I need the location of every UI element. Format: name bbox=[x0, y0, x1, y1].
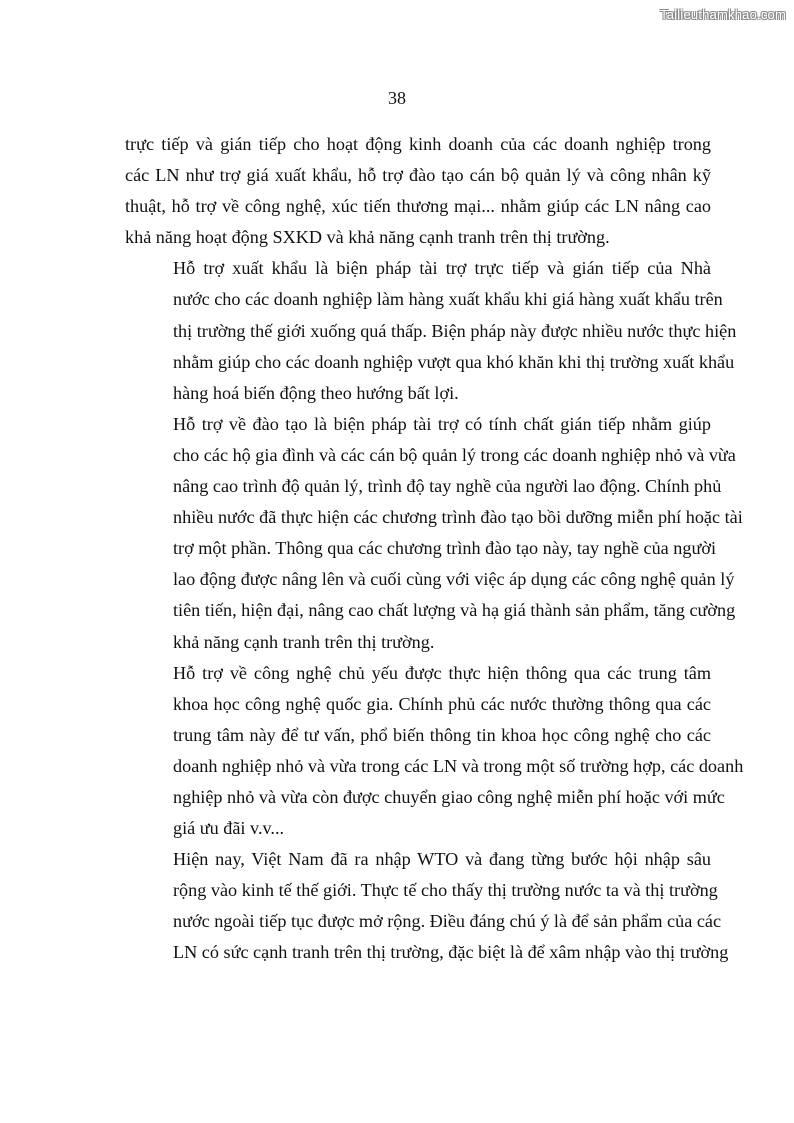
text-line: doanh nghiệp nhỏ và vừa trong các LN và trong một số trường hợp, các doanh bbox=[173, 755, 744, 776]
text-line: hàng hoá biến động theo hướng bất lợi. bbox=[173, 382, 459, 403]
paragraph-1 bbox=[125, 129, 711, 253]
text-line: Hỗ trợ về công nghệ chủ yếu được thực hiện thông qua các trung tâm bbox=[173, 662, 711, 683]
paragraph-training-support bbox=[125, 409, 743, 658]
document-body bbox=[125, 129, 744, 969]
text-line: khoa học công nghệ quốc gia. Chính phủ các nước thường thông qua các bbox=[173, 693, 711, 714]
text-line: khả năng cạnh tranh trên thị trường. bbox=[173, 631, 435, 652]
watermark: Tailieuthamkhao.com bbox=[660, 7, 786, 22]
text-line: rộng vào kinh tế thế giới. Thực tế cho thấy thị trường nước ta và thị trường bbox=[173, 880, 718, 901]
text-line: tiên tiến, hiện đại, nâng cao chất lượng và hạ giá thành sản phẩm, tăng cường bbox=[173, 600, 736, 621]
text-line: giá ưu đãi v.v... bbox=[173, 818, 285, 839]
text-line: cho các hộ gia đình và các cán bộ quản lý trong các doanh nghiệp nhỏ và vừa bbox=[173, 444, 736, 465]
page-number: 38 bbox=[388, 88, 406, 108]
text-line: Hiện nay, Việt Nam đã ra nhập WTO và đang từng bước hội nhập sâu bbox=[173, 849, 711, 870]
text-line: thị trường thế giới xuống quá thấp. Biện pháp này được nhiều nước thực hiện bbox=[173, 320, 737, 341]
text-line: trợ một phần. Thông qua các chương trình đào tạo này, tay nghề của người bbox=[173, 538, 717, 559]
paragraph-export-support bbox=[125, 253, 737, 408]
text-line: thuật, hỗ trợ về công nghệ, xúc tiến thương mại... nhằm giúp các LN nâng cao bbox=[125, 196, 711, 217]
paragraph-technology-support bbox=[125, 658, 744, 845]
text-line: nâng cao trình độ quản lý, trình độ tay nghề của người lao động. Chính phủ bbox=[173, 476, 722, 497]
text-line: trực tiếp và gián tiếp cho hoạt động kinh doanh của các doanh nghiệp trong bbox=[125, 134, 711, 154]
text-line: khả năng hoạt động SXKD và khả năng cạnh tranh trên thị trường. bbox=[125, 227, 610, 248]
text-line: nước ngoài tiếp tục được mở rộng. Điều đáng chú ý là để sản phẩm của các bbox=[173, 911, 722, 932]
paragraph-vietnam-wto bbox=[125, 844, 729, 968]
text-line: nhằm giúp cho các doanh nghiệp vượt qua khó khăn khi thị trường xuất khẩu bbox=[173, 351, 735, 372]
text-line: nhiều nước đã thực hiện các chương trình đào tạo bồi dưỡng miễn phí hoặc tài bbox=[173, 507, 743, 528]
text-line: nghiệp nhỏ và vừa còn được chuyển giao công nghệ miễn phí hoặc với mức bbox=[173, 786, 725, 807]
text-line: Hỗ trợ về đào tạo là biện pháp tài trợ có tính chất gián tiếp nhằm giúp bbox=[173, 413, 711, 434]
text-line: Hỗ trợ xuất khẩu là biện pháp tài trợ trực tiếp và gián tiếp của Nhà bbox=[173, 258, 711, 279]
text-line: các LN như trợ giá xuất khẩu, hỗ trợ đào tạo cán bộ quản lý và công nhân kỹ bbox=[125, 165, 711, 186]
text-line: trung tâm này để tư vấn, phổ biến thông tin khoa học công nghệ cho các bbox=[173, 724, 711, 745]
text-line: nước cho các doanh nghiệp làm hàng xuất khẩu khi giá hàng xuất khẩu trên bbox=[173, 289, 723, 310]
text-line: lao động được nâng lên và cuối cùng với việc áp dụng các công nghệ quản lý bbox=[173, 569, 735, 590]
text-line: LN có sức cạnh tranh trên thị trường, đặc biệt là để xâm nhập vào thị trường bbox=[173, 942, 729, 963]
